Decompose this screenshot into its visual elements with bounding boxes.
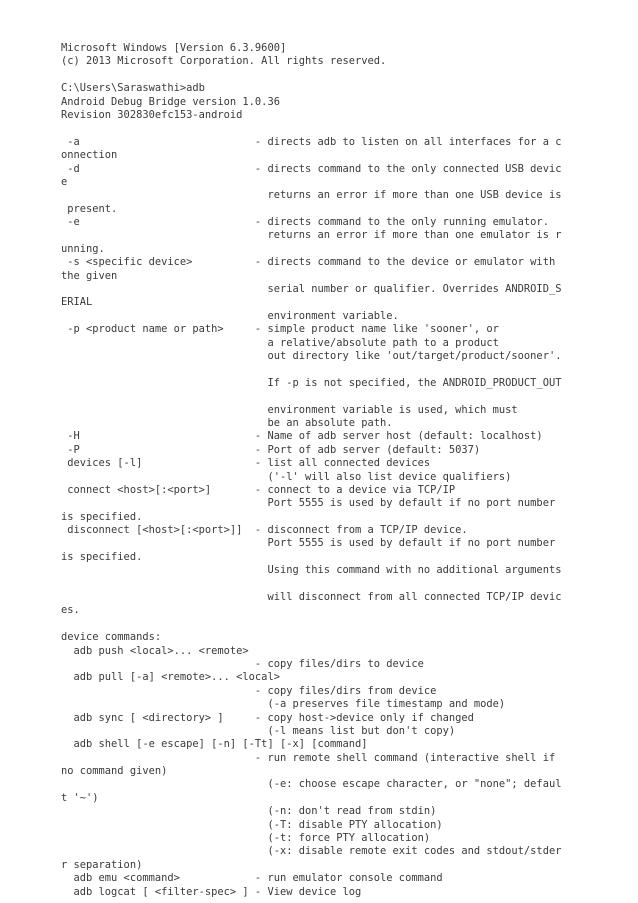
console-line: Revision 302830efc153-android xyxy=(61,108,243,121)
console-line: (-l means list but don't copy) xyxy=(61,724,456,737)
console-line: (c) 2013 Microsoft Corporation. All rights reserved. xyxy=(61,55,387,68)
console-line: Microsoft Windows [Version 6.3.9600] xyxy=(61,42,287,54)
console-line: devices [-l] - list all connected devices xyxy=(61,457,431,470)
console-line: onnection xyxy=(61,149,118,162)
console-line: -H - Name of adb server host (default: localhost) xyxy=(61,430,543,443)
console-line: is specified. xyxy=(61,550,143,563)
console-line: r separation) xyxy=(61,858,143,871)
console-line: Port 5555 is used by default if no port number xyxy=(61,497,556,510)
console-line: -P - Port of adb server (default: 5037) xyxy=(61,443,481,456)
console-line: ERIAL xyxy=(61,296,93,309)
console-line: out directory like 'out/target/product/sooner'. xyxy=(61,349,562,362)
console-line xyxy=(61,69,581,82)
console-line: (-e: choose escape character, or "none"; defaul xyxy=(61,778,562,791)
console-line: device commands: xyxy=(61,631,162,644)
console-line xyxy=(61,390,581,403)
console-line: -a - directs adb to listen on all interfaces for a c xyxy=(61,135,562,148)
console-line: a relative/absolute path to a product xyxy=(61,336,499,349)
console-line: adb sync [ <directory> ] - copy host->device only if changed xyxy=(61,711,474,724)
console-line: serial number or qualifier. Overrides ANDROID_S xyxy=(61,283,562,296)
console-line: the given xyxy=(61,269,118,282)
console-line: - run remote shell command (interactive shell if xyxy=(61,751,556,764)
console-line: adb shell [-e escape] [-n] [-Tt] [-x] [command] xyxy=(61,738,368,751)
console-line: disconnect [<host>[:<port>]] - disconnect from a TCP/IP device. xyxy=(61,524,468,537)
console-line xyxy=(61,122,581,135)
console-line: -p <product name or path> - simple product name like 'sooner', or xyxy=(61,323,499,336)
console-line: ('-l' will also list device qualifiers) xyxy=(61,470,512,483)
console-line: environment variable. xyxy=(61,309,399,322)
console-line: C:\Users\Saraswathi>adb xyxy=(61,82,205,95)
console-line xyxy=(61,363,581,376)
console-line: Port 5555 is used by default if no port number xyxy=(61,537,556,550)
console-line xyxy=(61,618,581,631)
console-line: no command given) xyxy=(61,765,168,778)
console-line: unning. xyxy=(61,242,105,255)
console-line: Using this command with no additional arguments xyxy=(61,564,562,577)
console-line: is specified. xyxy=(61,510,143,523)
console-line: connect <host>[:<port>] - connect to a device via TCP/IP xyxy=(61,483,456,496)
console-line: will disconnect from all connected TCP/IP devic xyxy=(61,591,562,604)
console-line: returns an error if more than one USB device is xyxy=(61,189,562,202)
console-line: returns an error if more than one emulator is r xyxy=(61,229,562,242)
console-line: -d - directs command to the only connected USB devic xyxy=(61,162,562,175)
console-line: es. xyxy=(61,604,80,617)
console-line: e xyxy=(61,175,68,188)
console-line: adb pull [-a] <remote>... <local> xyxy=(61,671,280,684)
console-line: t '~') xyxy=(61,791,99,804)
console-line: be an absolute path. xyxy=(61,416,393,429)
console-line: environment variable is used, which must xyxy=(61,403,518,416)
console-line: adb emu <command> - run emulator console command xyxy=(61,872,443,885)
console-line: Android Debug Bridge version 1.0.36 xyxy=(61,95,280,108)
console-line: - copy files/dirs from device xyxy=(61,684,437,697)
console-line: (-n: don't read from stdin) xyxy=(61,805,437,818)
console-line: (-t: force PTY allocation) xyxy=(61,832,431,845)
console-line: -s <specific device> - directs command to the device or emulator with xyxy=(61,256,556,269)
console-line: -e - directs command to the only running emulator. xyxy=(61,216,549,229)
console-line: (-T: disable PTY allocation) xyxy=(61,818,443,831)
console-line: (-a preserves file timestamp and mode) xyxy=(61,698,506,711)
console-line: (-x: disable remote exit codes and stdout/stder xyxy=(61,845,562,858)
console-line xyxy=(61,578,581,591)
console-line: If -p is not specified, the ANDROID_PRODUCT_OUT xyxy=(61,376,562,389)
console-line: - copy files/dirs to device xyxy=(61,657,424,670)
console-output xyxy=(61,42,581,899)
console-line: adb push <local>... <remote> xyxy=(61,644,249,657)
console-line: present. xyxy=(61,202,118,215)
console-line: adb logcat [ <filter-spec> ] - View device log xyxy=(61,885,362,898)
